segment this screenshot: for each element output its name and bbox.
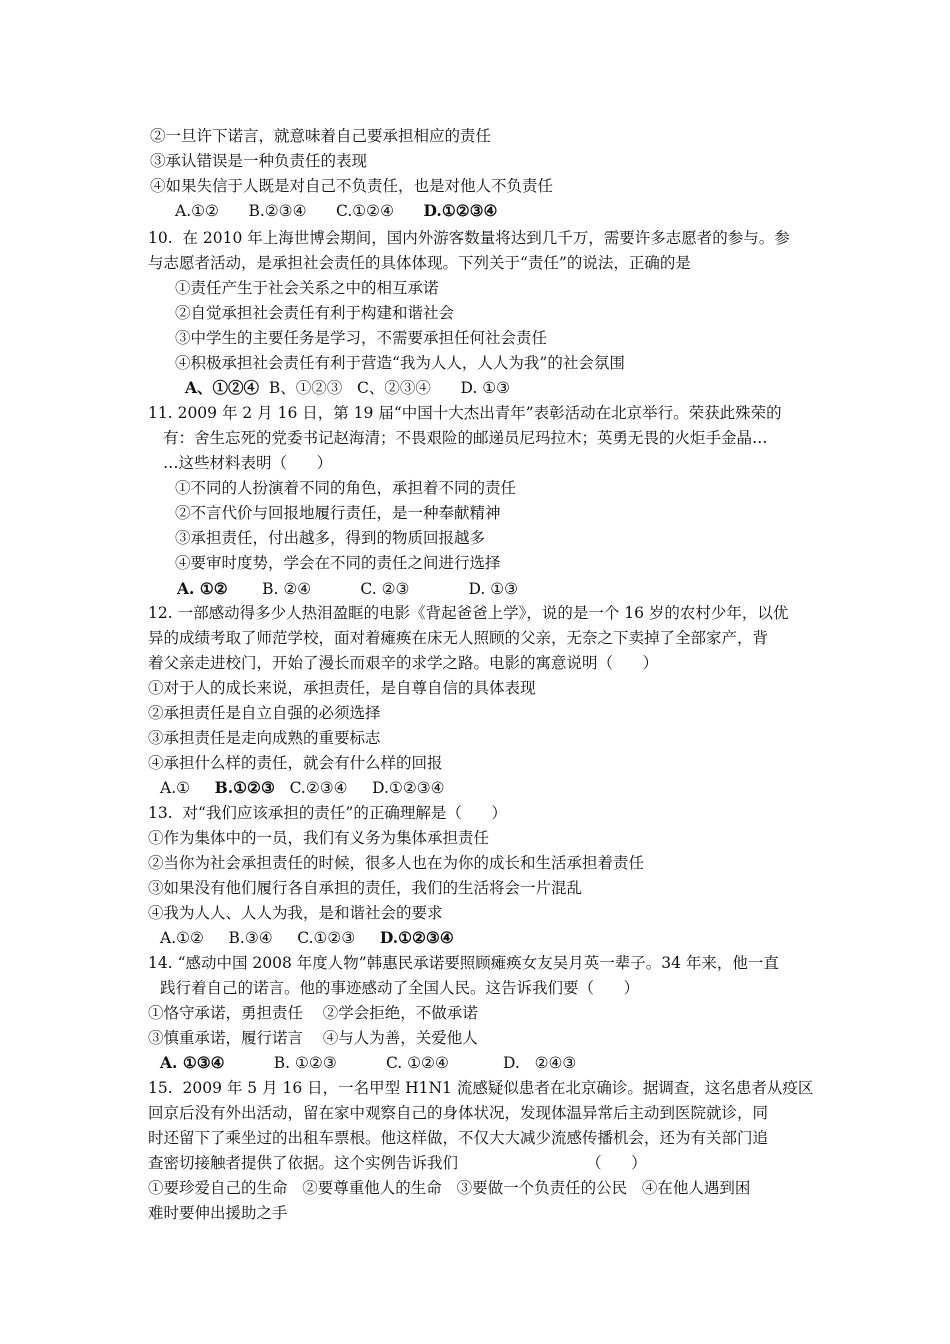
q14-stem-2: 践行着自己的诺言。他的事迹感动了全国人民。这告诉我们要（ ） — [160, 979, 640, 997]
q12-stem-3: 着父亲走进校门，开始了漫长而艰辛的求学之路。电影的寓意说明（ ） — [148, 654, 659, 672]
q13-option-2: ②当你为社会承担责任的时候，很多人也在为你的成长和生活承担着责任 — [148, 854, 645, 872]
q12-choices-plain: C.②③④ D.①②③④ — [274, 779, 445, 797]
q11-option-3: ③承担责任，付出越多，得到的物质回报越多 — [175, 529, 486, 547]
q12-option-4: ④承担什么样的责任，就会有什么样的回报 — [148, 754, 443, 772]
q11-choices — [177, 577, 518, 601]
q14-choices-plain: B. ①②③ C. ①②④ D. ②④③ — [224, 1054, 577, 1072]
q15-stem-4: 查密切接触者提供了依据。这个实例告诉我们 （ ） — [148, 1154, 647, 1172]
q13-choices-plain: A.①② B.③④ C.①②③ — [160, 929, 380, 947]
q14-options-1: ①恪守承诺，勇担责任 ②学会拒绝，不做承诺 — [148, 1004, 478, 1022]
q10-option-2: ②自觉承担社会责任有利于构建和谐社会 — [175, 304, 455, 322]
q10-answer: A、①②④ — [185, 378, 260, 397]
q12-stem-2: 异的成绩考取了师范学校，面对着瘫痪在床无人照顾的父亲，无奈之下卖掉了全部家产，背 — [148, 629, 769, 647]
q10-stem-1: 10. 在 2010 年上海世博会期间，国内外游客数量将达到几千万，需要许多志愿者的参与。参 — [148, 229, 790, 247]
q14-stem-1: 14. “感动中国 2008 年度人物”韩惠民承诺要照顾瘫痪女友吴月英一辈子。34 年来，他一直 — [148, 954, 779, 972]
q13-stem: 13. 对“我们应该承担的责任”的正确理解是（ ） — [148, 804, 507, 822]
q14-answer: A. ①③④ — [160, 1053, 225, 1072]
q12-answer: B.①②③ — [214, 778, 275, 797]
q10-stem-2: 与志愿者活动，是承担社会责任的具体体现。下列关于“责任”的说法，正确的是 — [148, 254, 691, 272]
q13-choices — [160, 926, 454, 950]
q15-options-1: ①要珍爱自己的生命 ②要尊重他人的生命 ③要做一个负责任的公民 ④在他人遇到困 — [148, 1179, 751, 1197]
q12-option-3: ③承担责任是走向成熟的重要标志 — [148, 729, 381, 747]
q9-choices-plain: A.①② B.②③④ C.①②④ — [175, 202, 424, 220]
q14-options-2: ③慎重承诺，履行诺言 ④与人为善，关爱他人 — [148, 1029, 478, 1047]
q11-option-4: ④要审时度势，学会在不同的责任之间进行选择 — [175, 554, 501, 572]
q9-option-4: ④如果失信于人既是对自己不负责任，也是对他人不负责任 — [150, 177, 554, 195]
q10-option-3: ③中学生的主要任务是学习，不需要承担任何社会责任 — [175, 329, 548, 347]
q12-choice-a: A.① — [160, 779, 215, 797]
q9-choices — [175, 199, 497, 223]
q12-stem-1: 12. 一部感动得多少人热泪盈眶的电影《背起爸爸上学》，说的是一个 16 岁的农村少年，以优 — [148, 604, 789, 622]
q15-stem-3: 时还留下了乘坐过的出租车票根。他这样做，不仅大大减少流感传播机会，还为有关部门追 — [148, 1129, 769, 1147]
q15-stem-2: 回京后没有外出活动，留在家中观察自己的身体状况，发现体温异常后主动到医院就诊，同 — [148, 1104, 769, 1122]
q9-answer: D.①②③④ — [423, 201, 498, 220]
q10-option-4: ④积极承担社会责任有利于营造“我为人人，人人为我”的社会氛围 — [175, 354, 625, 372]
q13-option-1: ①作为集体中的一员，我们有义务为集体承担责任 — [148, 829, 490, 847]
q9-option-3: ③承认错误是一种负责任的表现 — [150, 152, 368, 170]
q10-choices — [185, 376, 510, 400]
q13-option-4: ④我为人人、人人为我，是和谐社会的要求 — [148, 904, 443, 922]
q15-stem-1: 15. 2009 年 5 月 16 日，一名甲型 H1N1 流感疑似患者在北京确诊。据调查，这名患者从疫区 — [148, 1079, 814, 1097]
q14-choices — [160, 1051, 576, 1075]
q12-option-1: ①对于人的成长来说，承担责任，是自尊自信的具体表现 — [148, 679, 536, 697]
q12-choices — [160, 776, 445, 800]
q11-option-2: ②不言代价与回报地履行责任，是一种奉献精神 — [175, 504, 501, 522]
q10-option-1: ①责任产生于社会关系之中的相互承诺 — [175, 279, 439, 297]
q11-stem-1: 11. 2009 年 2 月 16 日，第 19 届“中国十大杰出青年”表彰活动在北京举行。荣获此殊荣的 — [148, 404, 782, 422]
q13-answer: D.①②③④ — [379, 928, 454, 947]
q11-choices-plain: B. ②④ C. ②③ D. ①③ — [227, 580, 519, 598]
q11-stem-3: …这些材料表明（ ） — [163, 454, 333, 472]
q11-option-1: ①不同的人扮演着不同的角色，承担着不同的责任 — [175, 479, 517, 497]
q11-answer: A. ①② — [177, 579, 228, 598]
q12-option-2: ②承担责任是自立自强的必须选择 — [148, 704, 381, 722]
q11-stem-2: 有：舍生忘死的党委书记赵海清；不畏艰险的邮递员尼玛拉木；英勇无畏的火炬手金晶… — [163, 429, 768, 447]
q13-option-3: ③如果没有他们履行各自承担的责任，我们的生活将会一片混乱 — [148, 879, 583, 897]
q15-options-2: 难时要伸出援助之手 — [148, 1204, 288, 1222]
q9-option-2: ②一旦许下诺言，就意味着自己要承担相应的责任 — [150, 127, 492, 145]
q10-choices-plain: B、①②③ C、②③④ D. ①③ — [259, 379, 510, 397]
